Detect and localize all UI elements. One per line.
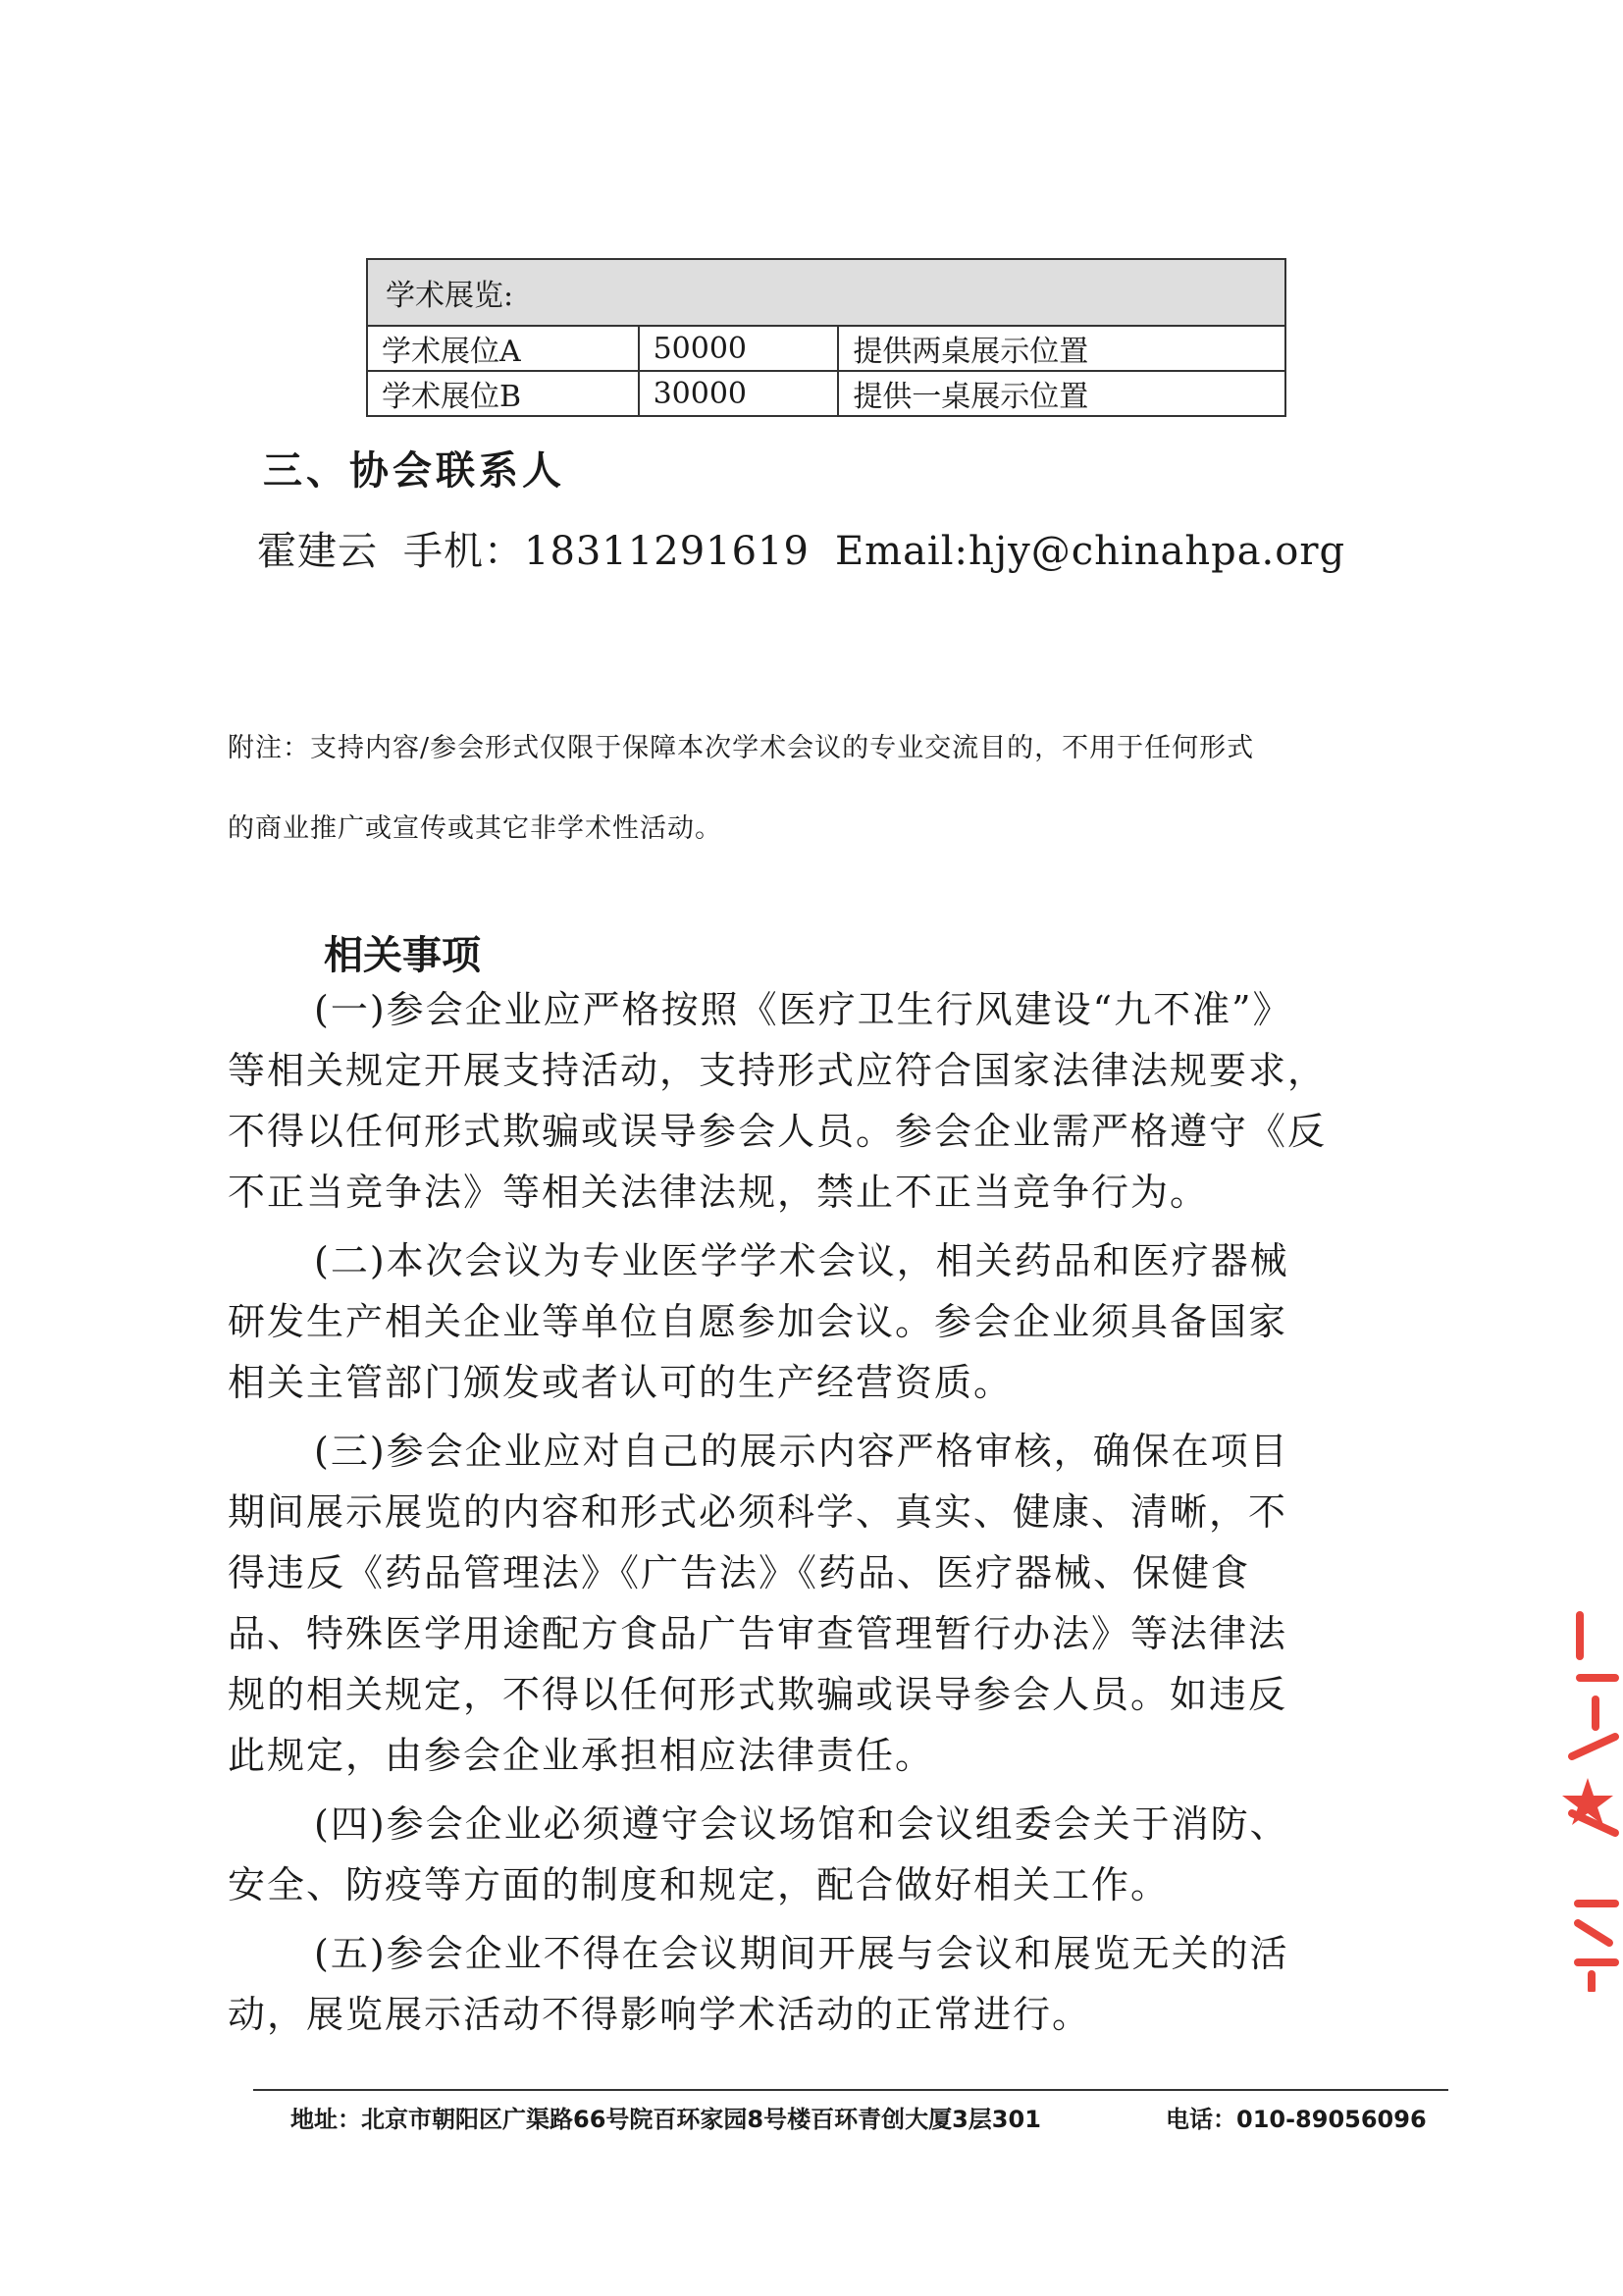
body-line: (一)参会企业应严格按照《医疗卫生行风建设“九不准”》 xyxy=(314,988,1292,1031)
sponsorship-table xyxy=(366,258,1286,417)
contact-line xyxy=(257,520,1371,576)
contact-name: 霍建云 xyxy=(257,529,378,574)
table-row xyxy=(367,326,1285,371)
body-line: (五)参会企业不得在会议期间开展与会议和展览无关的活 xyxy=(314,1932,1289,1975)
footer-divider xyxy=(253,2089,1448,2091)
body-line: 不正当竞争法》等相关法律法规，禁止不正当竞争行为。 xyxy=(228,1171,1210,1214)
section-heading-contact: 三、协会联系人 xyxy=(263,448,565,494)
body-line: (四)参会企业必须遵守会议场馆和会议组委会关于消防、 xyxy=(314,1802,1289,1846)
body-line: 得违反《药品管理法》《广告法》《药品、医疗器械、保健食 xyxy=(228,1551,1251,1594)
footnote-line: 附注：支持内容/参会形式仅限于保障本次学术会议的专业交流目的，不用于任何形式 xyxy=(228,733,1255,763)
contact-email: Email:hjy@chinahpa.org xyxy=(834,529,1346,574)
footer-address: 地址：北京市朝阳区广渠路66号院百环家园8号楼百环青创大厦3层301 xyxy=(290,2106,1041,2133)
table-header-cell: 学术展览: xyxy=(367,259,1285,326)
table-cell-item: 学术展位A xyxy=(367,326,639,371)
body-line: 不得以任何形式欺骗或误导参会人员。参会企业需严格遵守《反 xyxy=(228,1110,1328,1153)
table-cell-item: 学术展位B xyxy=(367,371,639,416)
body-line: 相关主管部门颁发或者认可的生产经营资质。 xyxy=(228,1361,1014,1404)
footnote-line: 的商业推广或宣传或其它非学术性活动。 xyxy=(228,813,722,844)
body-line: (三)参会企业应对自己的展示内容严格审核，确保在项目 xyxy=(314,1430,1289,1473)
contact-phone: 手机：18311291619 xyxy=(403,529,810,574)
table-row xyxy=(367,371,1285,416)
body-line: 研发生产相关企业等单位自愿参加会议。参会企业须具备国家 xyxy=(228,1300,1288,1343)
table-cell-desc: 提供两桌展示位置 xyxy=(838,326,1285,371)
body-line: 等相关规定开展支持活动，支持形式应符合国家法律法规要求， xyxy=(228,1049,1328,1092)
table-cell-desc: 提供一桌展示位置 xyxy=(838,371,1285,416)
related-matters-heading: 相关事项 xyxy=(324,933,481,978)
body-line: 品、特殊医学用途配方食品广告审查管理暂行办法》等法律法 xyxy=(228,1612,1288,1655)
body-line: (二)本次会议为专业医学学术会议，相关药品和医疗器械 xyxy=(314,1239,1289,1282)
footer-phone: 电话：010-89056096 xyxy=(1166,2106,1427,2133)
table-cell-amount: 50000 xyxy=(639,326,839,371)
body-line: 此规定，由参会企业承担相应法律责任。 xyxy=(228,1734,935,1777)
body-line: 期间展示展览的内容和形式必须科学、真实、健康、清晰，不 xyxy=(228,1490,1288,1534)
body-line: 动，展览展示活动不得影响学术活动的正常进行。 xyxy=(228,1993,1092,2036)
body-line: 安全、防疫等方面的制度和规定，配合做好相关工作。 xyxy=(228,1863,1171,1906)
red-seal-stamp-icon xyxy=(1558,1609,1623,1992)
body-line: 规的相关规定，不得以任何形式欺骗或误导参会人员。如违反 xyxy=(228,1673,1288,1716)
table-header-row xyxy=(367,259,1285,326)
table-cell-amount: 30000 xyxy=(639,371,839,416)
